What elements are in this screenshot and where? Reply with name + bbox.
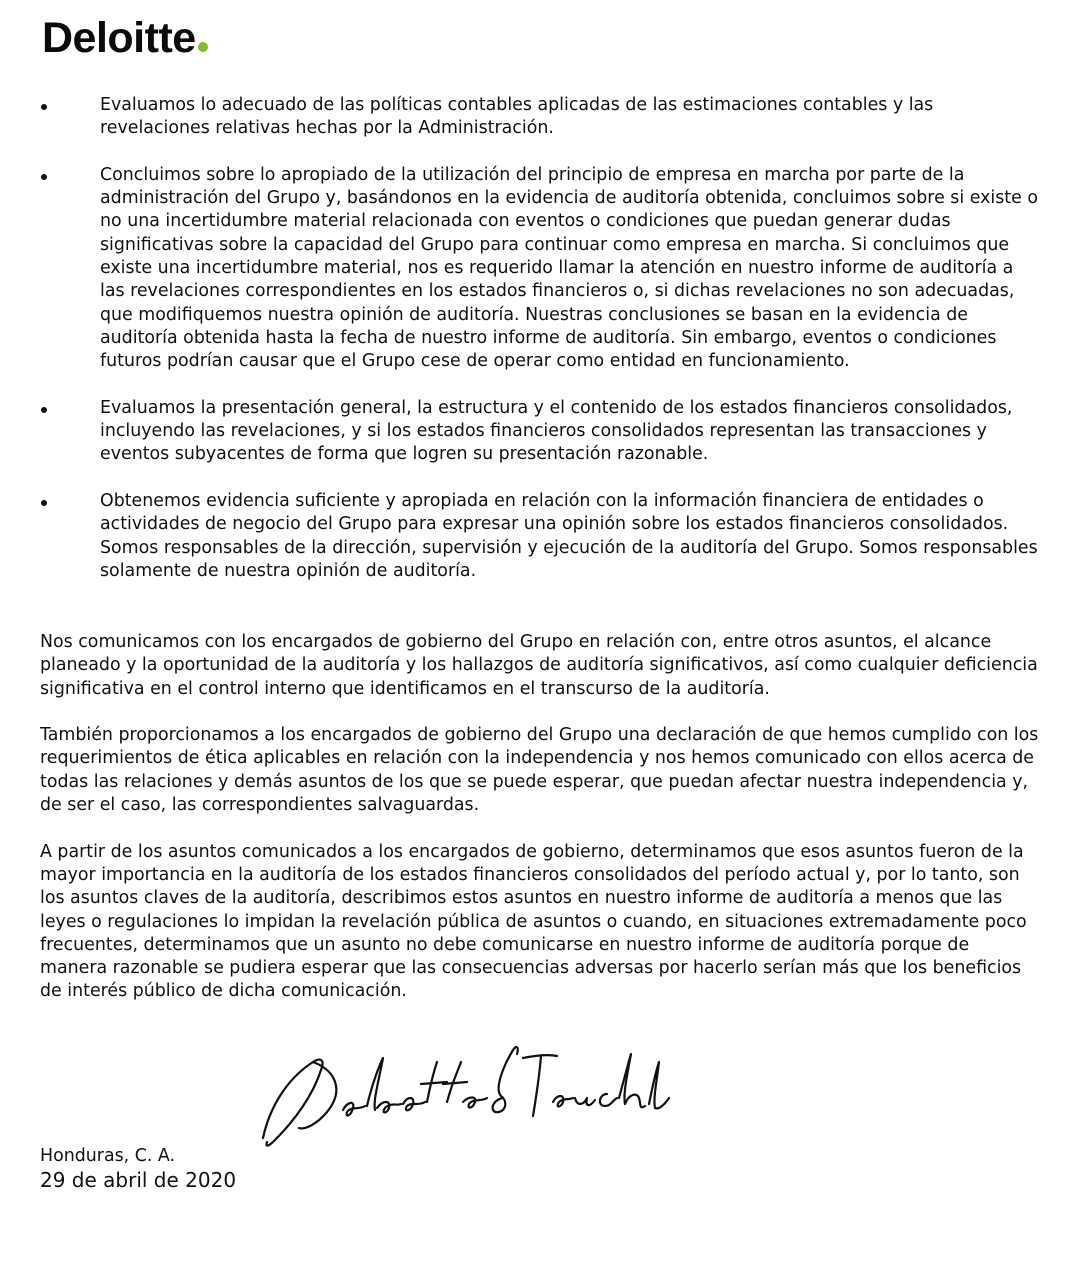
list-item-text: Concluimos sobre lo apropiado de la utilización del principio de empresa en marcha por parte de la administración del Grupo y, basándonos en la evidencia de auditoría obtenida, concluimos sobre si existe o no una incertidumbre material relacionada con eventos o condiciones que puedan generar dudas significativas sobre la capacidad del Grupo para continuar como empresa en marcha. Si concluimos que existe una incertidumbre material, nos es requerido llamar la atención en nuestro informe de auditoría a las revelaciones correspondientes en los estados financieros o, si dichas revelaciones no son adecuadas, que modifiquemos nuestra opinión de auditoría. Nuestras conclusiones se basan en la evidencia de auditoría obtenida hasta la fecha de nuestro informe de auditoría. Sin embargo, eventos o condiciones futuros podrían causar que el Grupo cese de operar como entidad en funcionamiento. — [100, 164, 1038, 372]
signature-image — [255, 1040, 675, 1155]
list-item-text: Obtenemos evidencia suficiente y apropiada en relación con la información financiera de entidades o actividades de negocio del Grupo para expresar una opinión sobre los estados financieros consolidados. Somos responsables de la dirección, supervisión y ejecución de la auditoría del Grupo. Somos responsables solamente de nuestra opinión de auditoría. — [100, 491, 1038, 581]
list-item — [40, 164, 1040, 374]
bullet-icon — [41, 407, 47, 413]
list-item — [40, 94, 1040, 141]
list-item — [40, 490, 1040, 583]
logo-green-dot — [198, 42, 208, 52]
deloitte-logo — [42, 14, 208, 63]
paragraph-independence: También proporcionamos a los encargados de gobierno del Grupo una declaración de que hemos cumplido con los requerimientos de ética aplicables en relación con la independencia y nos hemos comunicado con ellos acerca de todas las relaciones y demás asuntos de los que se puede esperar, que puedan afectar nuestra independencia y, de ser el caso, las correspondientes salvaguardas. — [40, 725, 1039, 816]
logo-text: Deloitte — [42, 14, 196, 62]
list-item-text: Evaluamos lo adecuado de las políticas contables aplicadas de las estimaciones contables y las revelaciones relativas hechas por la Administración. — [100, 95, 934, 139]
bullet-list — [40, 94, 1040, 607]
paragraph-key-matters: A partir de los asuntos comunicados a los encargados de gobierno, determinamos que esos asuntos fueron de la mayor importancia en la auditoría de los estados financieros consolidados del período actual y, por lo tanto, son los asuntos claves de la auditoría, describimos estos asuntos en nuestro informe de auditoría a menos que las leyes o regulaciones lo impidan la revelación pública de asuntos o cuando, en situaciones extremadamente poco frecuentes, determinamos que un asunto no debe comunicarse en nuestro informe de auditoría porque de manera razonable se pudiera esperar que las consecuencias adversas por hacerlo serían más que los beneficios de interés público de dicha comunicación. — [40, 841, 1027, 1002]
bullet-icon — [41, 104, 47, 110]
list-item-text: Evaluamos la presentación general, la estructura y el contenido de los estados financieros consolidados, incluyendo las revelaciones, y si los estados financieros consolidados representan las transacciones y eventos subyacentes de forma que logren su presentación razonable. — [100, 397, 1013, 465]
signature-place: Honduras, C. A. — [40, 1146, 176, 1166]
paragraph-communication: Nos comunicamos con los encargados de gobierno del Grupo en relación con, entre otros asuntos, el alcance planeado y la oportunidad de la auditoría y los hallazgos de auditoría significativos, así como cualquier deficiencia significativa en el control interno que identificamos en el transcurso de la auditoría. — [40, 632, 1038, 699]
bullet-icon — [41, 500, 47, 506]
body-paragraphs — [40, 631, 1040, 1027]
bullet-icon — [41, 174, 47, 180]
list-item — [40, 397, 1040, 467]
signature-date: 29 de abril de 2020 — [40, 1168, 237, 1192]
